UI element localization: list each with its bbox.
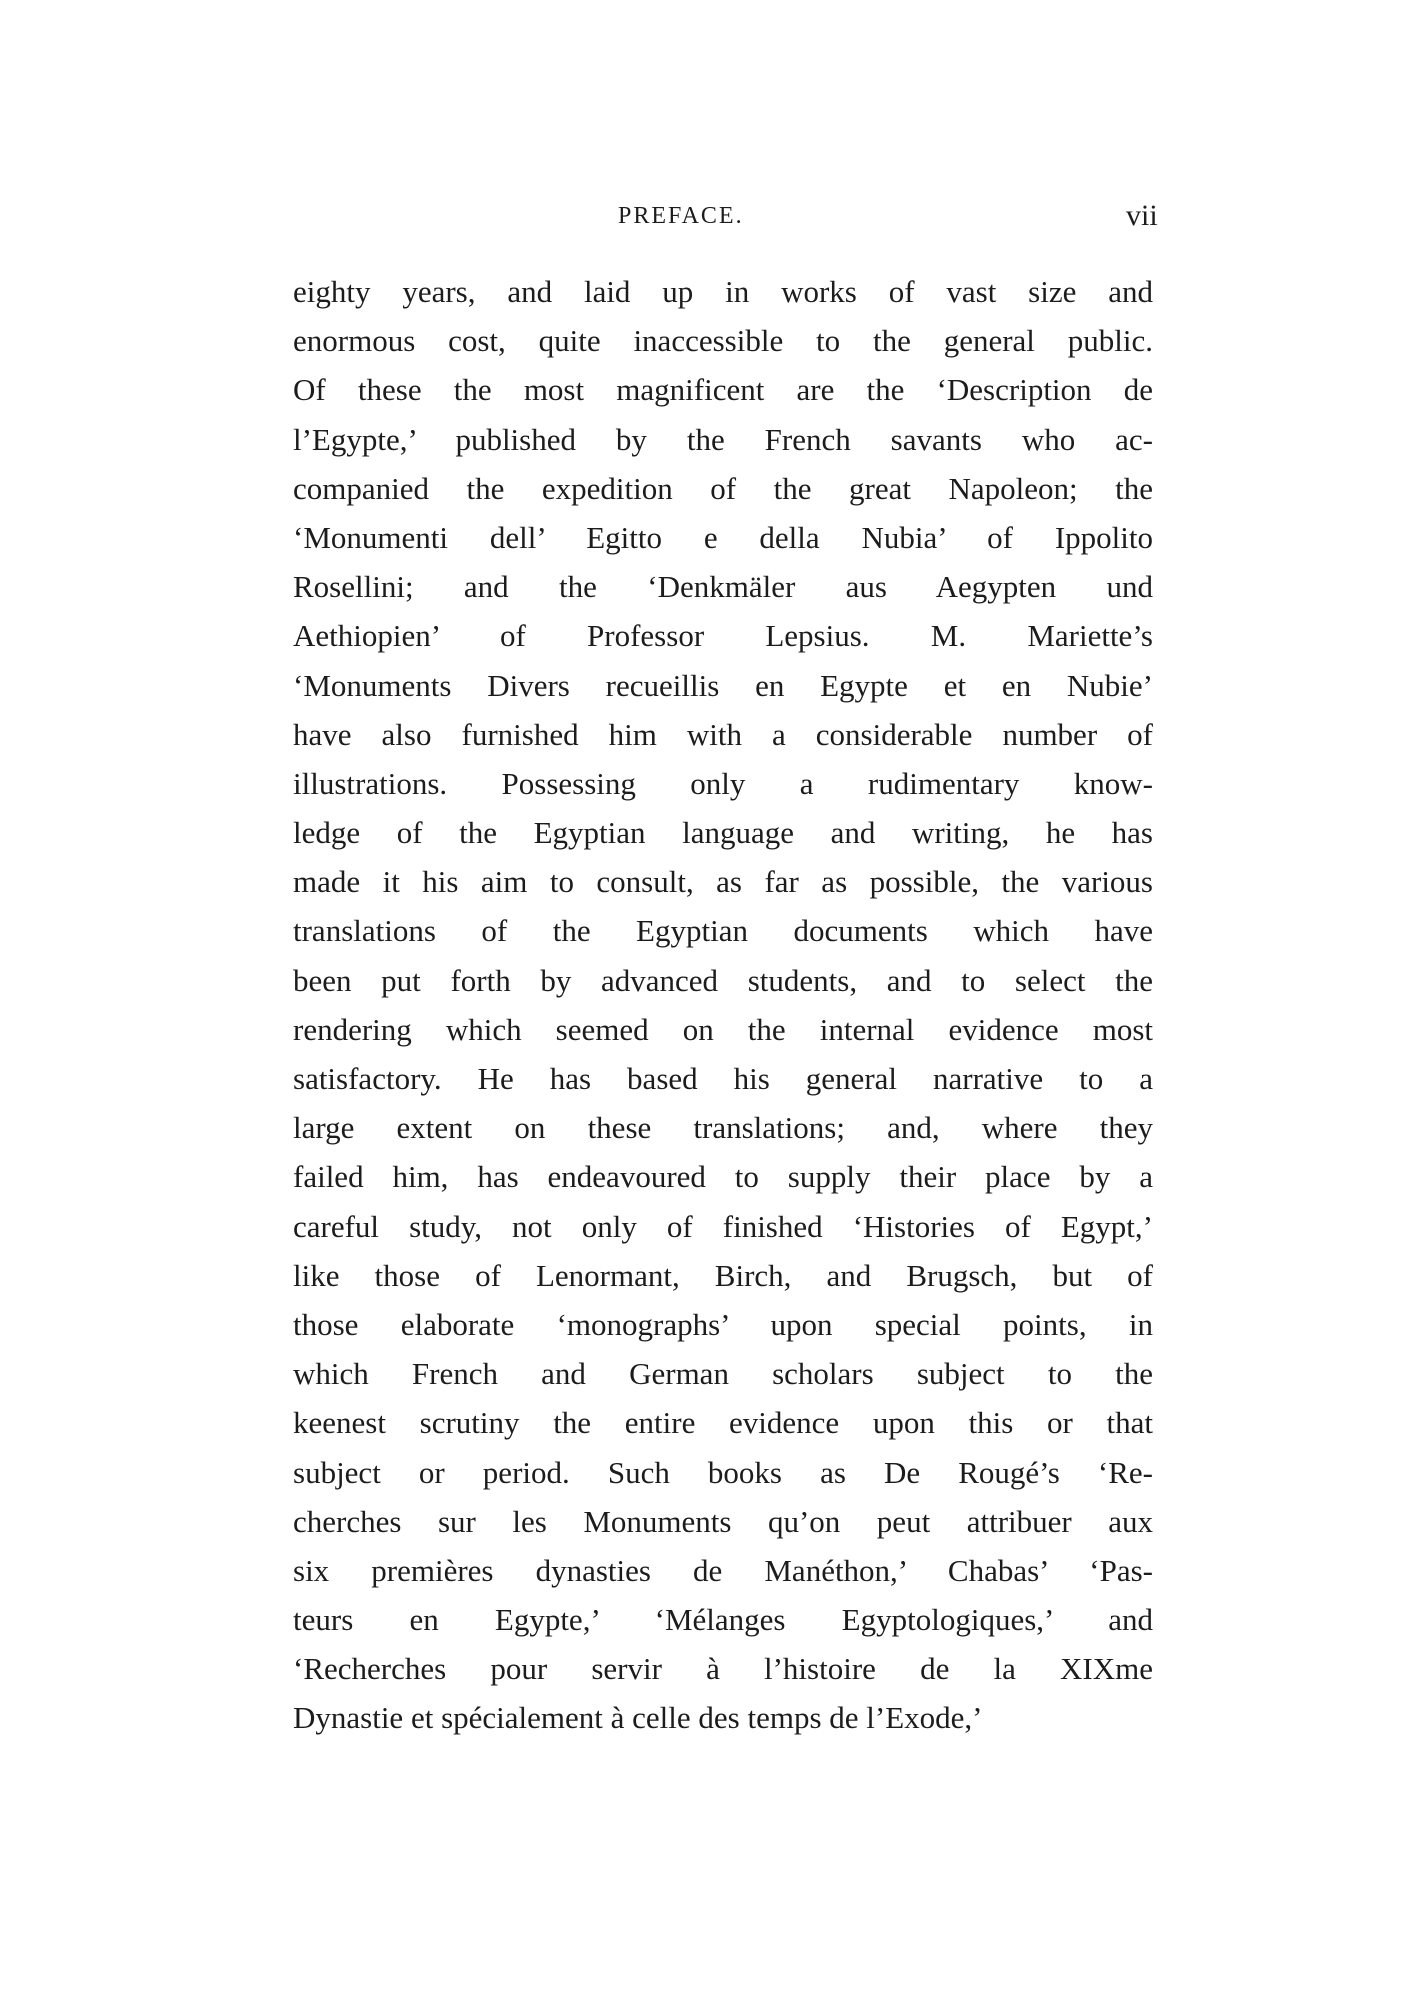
text-line: careful study, not only of finished ‘Histories of Egypt,’: [293, 1208, 1153, 1244]
text-line: rendering which seemed on the internal evidence most: [293, 1011, 1153, 1047]
text-line: ‘Monuments Divers recueillis en Egypte et en Nubie’: [293, 667, 1153, 703]
text-line: Dynastie et spécialement à celle des temps de l’Exode,’: [293, 1700, 983, 1736]
text-line: translations of the Egyptian documents which have: [293, 913, 1153, 949]
page-number: vii: [1126, 199, 1158, 232]
text-line: teurs en Egypte,’ ‘Mélanges Egyptologiques,’ and: [293, 1602, 1153, 1638]
text-line: made it his aim to consult, as far as possible, the various: [293, 864, 1153, 900]
text-line: satisfactory. He has based his general narrative to a: [293, 1061, 1153, 1096]
text-line: eighty years, and laid up in works of vast size and: [293, 274, 1153, 309]
text-line: enormous cost, quite inaccessible to the general public.: [293, 323, 1153, 359]
text-line: those elaborate ‘monographs’ upon special points, in: [293, 1306, 1153, 1342]
text-line: ledge of the Egyptian language and writing, he has: [293, 815, 1153, 851]
text-line: have also furnished him with a considerable number of: [293, 716, 1153, 752]
text-line: companied the expedition of the great Napoleon; the: [293, 470, 1153, 506]
text-line: cherches sur les Monuments qu’on peut attribuer aux: [293, 1503, 1153, 1539]
text-line: illustrations. Possessing only a rudimentary know-: [293, 765, 1153, 801]
body-text: [293, 267, 1153, 1743]
text-line: l’Egypte,’ published by the French savants who ac-: [293, 421, 1153, 457]
text-line: ‘Monumenti dell’ Egitto e della Nubia’ of Ippolito: [293, 519, 1153, 555]
text-line: been put forth by advanced students, and to select the: [293, 962, 1153, 998]
text-line: Rosellini; and the ‘Denkmäler aus Aegypten und: [293, 569, 1153, 605]
text-line: failed him, has endeavoured to supply their place by a: [293, 1159, 1153, 1195]
text-line: keenest scrutiny the entire evidence upon this or that: [293, 1405, 1153, 1441]
running-title: PREFACE.: [618, 203, 744, 229]
text-line: like those of Lenormant, Birch, and Brugsch, but of: [293, 1257, 1153, 1293]
text-line: six premières dynasties de Manéthon,’ Chabas’ ‘Pas-: [293, 1552, 1153, 1588]
running-head: [0, 196, 1404, 236]
text-line: Of these the most magnificent are the ‘Description de: [293, 372, 1153, 408]
text-line: subject or period. Such books as De Rougé’s ‘Re-: [293, 1454, 1153, 1490]
text-line: which French and German scholars subject to the: [293, 1356, 1153, 1392]
text-line: Aethiopien’ of Professor Lepsius. M. Mariette’s: [293, 618, 1153, 654]
text-line: ‘Recherches pour servir à l’histoire de la XIXme: [293, 1651, 1153, 1687]
text-line: large extent on these translations; and, where they: [293, 1110, 1153, 1146]
